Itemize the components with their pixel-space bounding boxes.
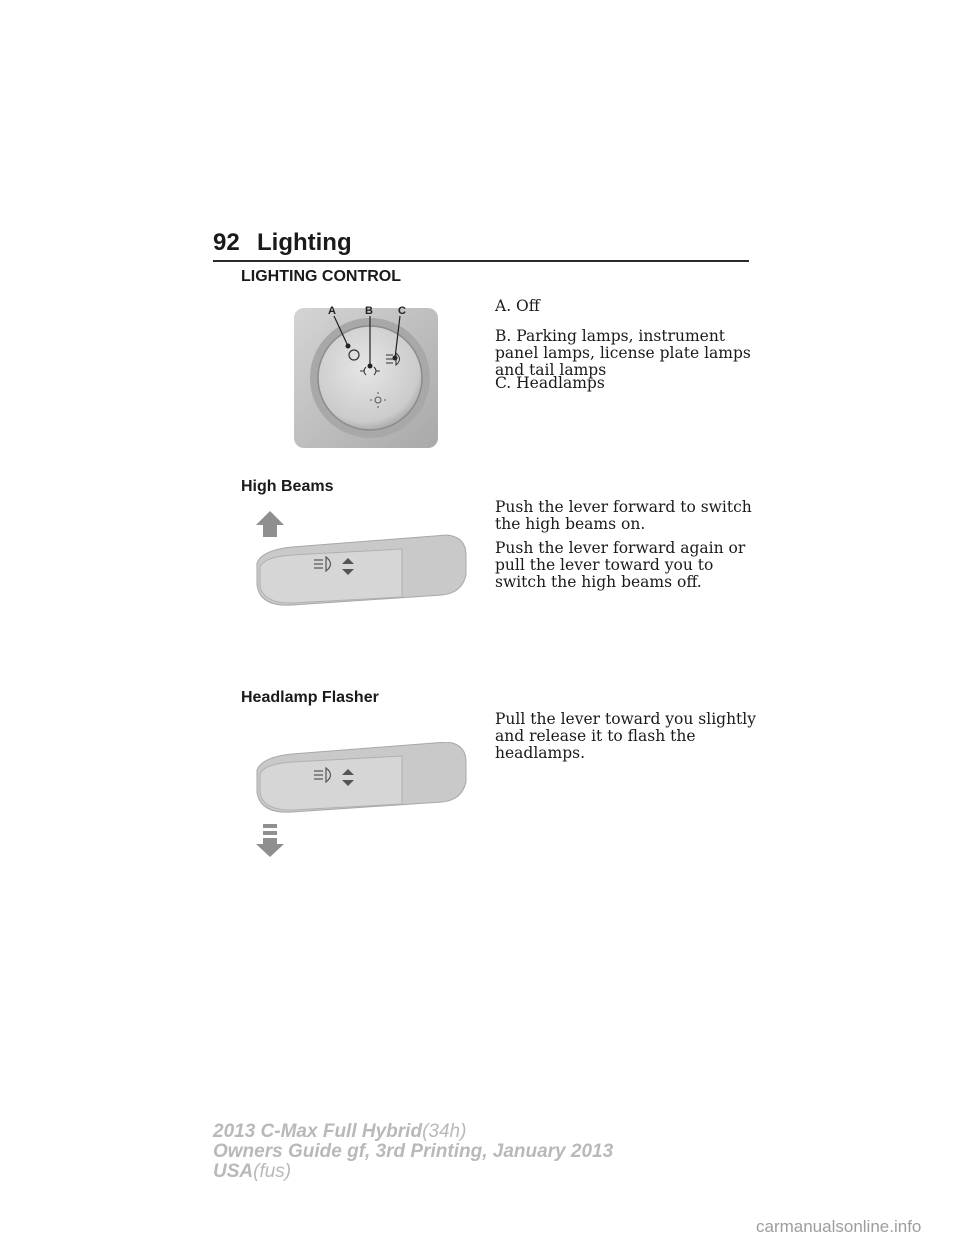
section-heading-headlamp-flasher: Headlamp Flasher [241, 689, 379, 706]
headlamp-flasher-lever-figure [252, 742, 470, 860]
push-forward-arrow-icon [256, 511, 284, 537]
headlamp-flasher-paragraph-1: Pull the lever toward you slightly and release it to flash the headlamps. [495, 710, 757, 762]
header-rule [213, 260, 749, 262]
footer-guide-info: Owners Guide gf, 3rd Printing, January 2013 [213, 1141, 614, 1162]
lighting-control-item-a: A. Off [495, 297, 540, 315]
high-beams-paragraph-1: Push the lever forward to switch the high beams on. [495, 498, 752, 533]
headlamp-switch-figure [292, 300, 440, 450]
footer-line-3 [213, 1162, 291, 1182]
figure-label-b: B [365, 305, 373, 317]
section-heading-high-beams: High Beams [241, 478, 334, 495]
site-watermark: carmanualsonline.info [756, 1217, 922, 1236]
footer-model: 2013 C-Max Full Hybrid [213, 1121, 423, 1142]
chapter-title: Lighting [257, 229, 352, 256]
figure-label-c: C [398, 305, 406, 317]
footer-line-2 [213, 1142, 613, 1162]
page-number: 92 [213, 229, 240, 256]
footer-region: USA [213, 1161, 254, 1182]
pull-toward-arrow-icon [256, 824, 284, 857]
footer-model-code: (34h) [422, 1121, 467, 1142]
lighting-control-item-c: C. Headlamps [495, 374, 605, 392]
high-beam-lever-figure [252, 505, 470, 615]
figure-label-a: A [328, 305, 336, 317]
section-heading-lighting-control: LIGHTING CONTROL [241, 268, 401, 285]
high-beams-paragraph-2: Push the lever forward again or pull the lever toward you to switch the high beams off. [495, 539, 746, 591]
lighting-control-item-b: B. Parking lamps, instrument panel lamps, license plate lamps and tail lamps [495, 327, 751, 379]
footer-line-1 [213, 1122, 466, 1142]
footer-region-code: (fus) [253, 1161, 292, 1182]
